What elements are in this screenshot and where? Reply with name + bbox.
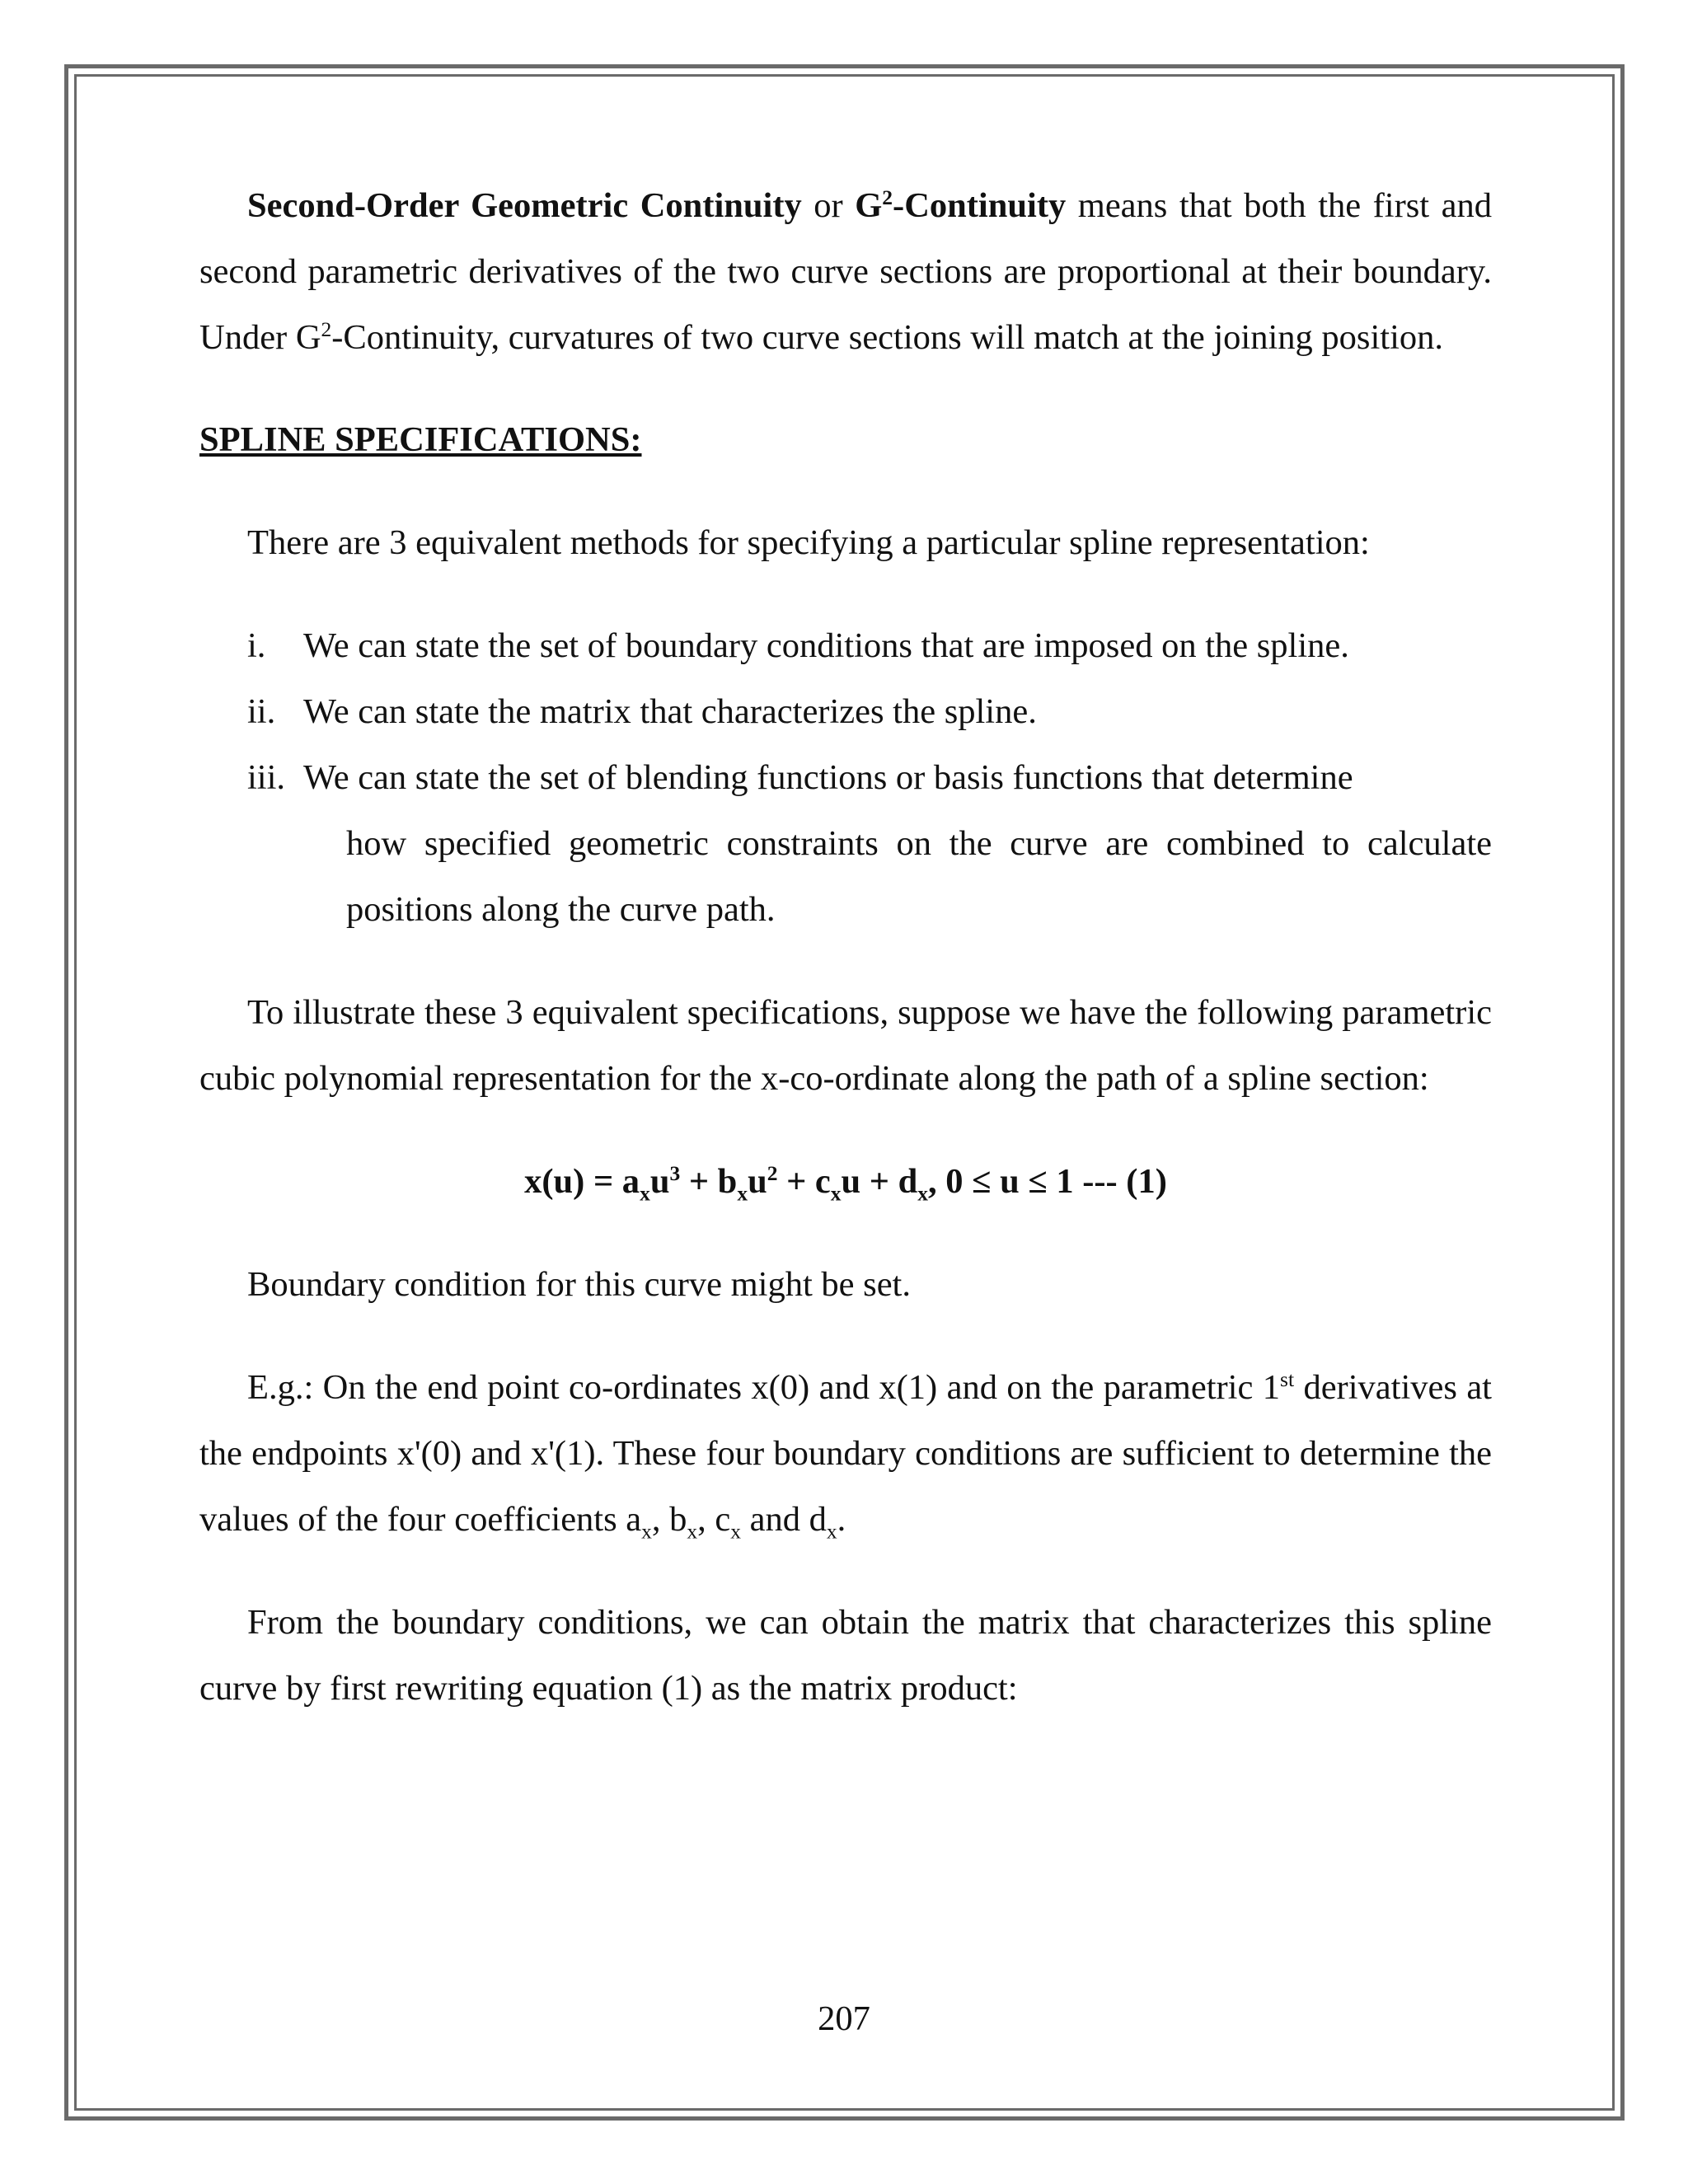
list-text: We can state the matrix that characterizes the spline.	[303, 692, 1037, 731]
list-item	[199, 613, 1492, 679]
matrix-paragraph: From the boundary conditions, we can obtain the matrix that characterizes this spline curve by first rewriting equation (1) as the matrix product:	[199, 1603, 1492, 1708]
list-item	[199, 745, 1492, 811]
list-number: iii.	[247, 758, 286, 797]
boundary-paragraph: Boundary condition for this curve might be set.	[247, 1265, 911, 1304]
list-number: i.	[247, 626, 266, 665]
list-number: ii.	[247, 692, 276, 731]
term-g2: $G^2$-Continuity	[855, 185, 1067, 225]
intro-paragraph: There are 3 equivalent methods for specifying a particular spline representation:	[247, 523, 1370, 562]
section-heading: SPLINE SPECIFICATIONS:	[199, 420, 642, 459]
list-item	[199, 679, 1492, 745]
term-second-order: Second-Order Geometric Continuity	[247, 186, 802, 225]
example-paragraph: E.g.: On the end point co-ordinates x(0) and x(1) and on the parametric 1st derivatives at the endpoints x'(0) and x'(1). These four boundary conditions are sufficient to determine the values of the four coefficients $a_x$, $b_x$, $c_x$ and $d_x$.	[199, 1366, 1492, 1544]
list-text: We can state the set of blending functions or basis functions that determine	[303, 758, 1353, 797]
page-content	[199, 173, 1492, 1722]
list-text: We can state the set of boundary conditions that are imposed on the spline.	[303, 626, 1349, 665]
equation-1: $x(u) = a_xu^3 + b_xu^2 + c_xu + d_x$, 0 ≤ u ≤ 1 --- (1)	[524, 1160, 1167, 1206]
list-text-continued: how specified geometric constraints on the curve are combined to calculate positions along the curve path.	[346, 824, 1492, 929]
methods-list	[199, 613, 1492, 943]
illustrate-paragraph: To illustrate these 3 equivalent specifications, suppose we have the following parametric cubic polynomial representation for the x-co-ordinate along the path of a spline section:	[199, 993, 1492, 1098]
page-number: 207	[818, 1999, 870, 2038]
paragraph-g2-continuity: Second-Order Geometric Continuity or $G^2$-Continuity means that both the first and second parametric derivatives of the two curve sections are proportional at their boundary. Under $G^2$-Continuity, curvatures of two curve sections will match at the joining position.	[199, 185, 1493, 357]
